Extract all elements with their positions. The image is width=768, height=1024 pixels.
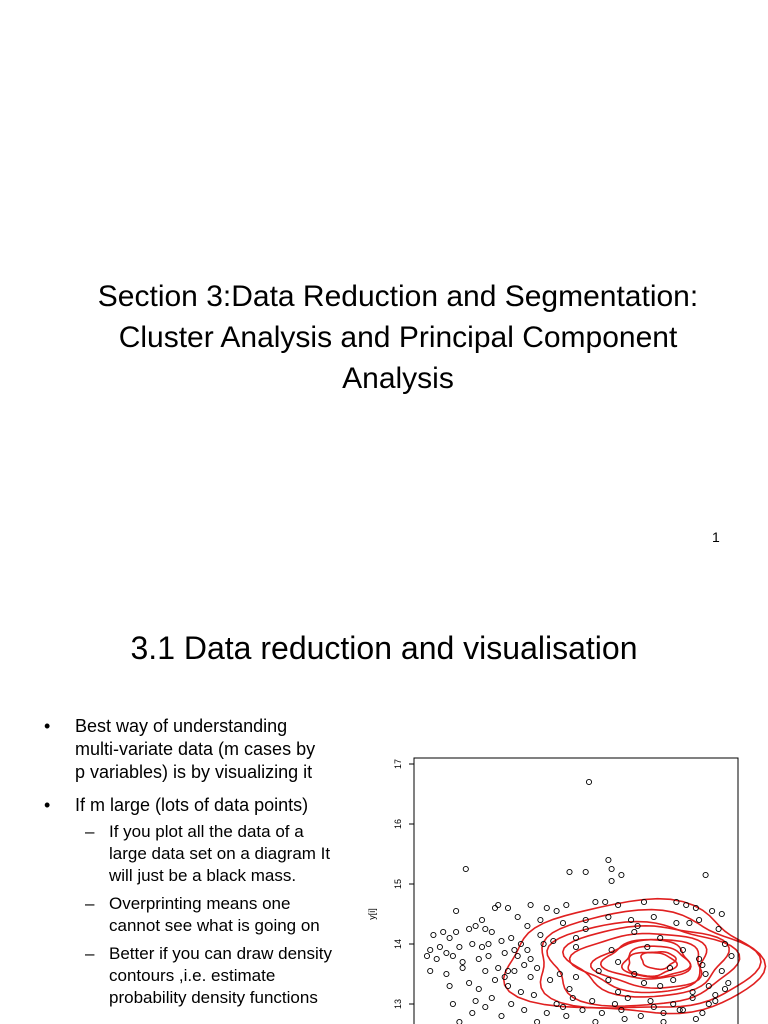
bullet-line: p variables) is by visualizing it xyxy=(75,762,313,782)
sub-bullet-item xyxy=(44,943,374,1009)
data-point xyxy=(463,866,468,871)
data-point xyxy=(651,914,656,919)
data-point xyxy=(573,944,578,949)
data-point xyxy=(454,929,459,934)
data-point xyxy=(586,779,591,784)
data-point xyxy=(467,926,472,931)
data-point xyxy=(492,977,497,982)
data-point xyxy=(616,959,621,964)
sub-bullet-marker: – xyxy=(85,894,95,913)
data-point xyxy=(441,929,446,934)
y-tick-label: 13 xyxy=(393,998,403,1010)
title-line-2: Cluster Analysis and Principal Component xyxy=(118,321,678,354)
data-point xyxy=(518,989,523,994)
data-point xyxy=(544,1010,549,1015)
data-point xyxy=(489,929,494,934)
density-contour-line xyxy=(641,952,676,970)
data-point xyxy=(467,980,472,985)
data-point xyxy=(470,1010,475,1015)
data-point xyxy=(486,941,491,946)
data-point xyxy=(437,944,442,949)
data-point xyxy=(599,1010,604,1015)
data-point xyxy=(483,926,488,931)
data-point xyxy=(674,920,679,925)
density-contour-plot xyxy=(367,746,750,1024)
data-point xyxy=(703,971,708,976)
data-point xyxy=(726,980,731,985)
bullet-item xyxy=(44,794,374,817)
data-point xyxy=(713,992,718,997)
data-point xyxy=(661,1019,666,1024)
data-point xyxy=(619,872,624,877)
y-tick-label: 15 xyxy=(393,878,403,890)
data-point xyxy=(719,911,724,916)
data-point xyxy=(535,965,540,970)
bullet-line: Best way of understanding xyxy=(75,716,288,736)
data-point xyxy=(525,947,530,952)
data-point xyxy=(428,947,433,952)
density-contours xyxy=(504,899,766,1014)
data-point xyxy=(525,923,530,928)
slide-1-title xyxy=(40,276,756,399)
data-point xyxy=(424,953,429,958)
data-point xyxy=(476,986,481,991)
title-line-3: Analysis xyxy=(342,362,454,395)
data-point xyxy=(538,932,543,937)
data-point xyxy=(606,857,611,862)
data-point xyxy=(677,1007,682,1012)
sub-bullet-item xyxy=(44,821,374,887)
data-point xyxy=(515,953,520,958)
data-point xyxy=(648,998,653,1003)
data-point xyxy=(444,971,449,976)
data-point xyxy=(573,974,578,979)
data-point xyxy=(593,899,598,904)
data-point xyxy=(492,905,497,910)
sub-bullet-line: large data set on a diagram It xyxy=(109,844,331,863)
sub-bullet-line: Overprinting means one xyxy=(109,894,291,913)
data-point xyxy=(522,1007,527,1012)
data-point xyxy=(671,977,676,982)
data-point xyxy=(567,986,572,991)
data-point xyxy=(609,866,614,871)
data-point xyxy=(560,920,565,925)
data-point xyxy=(710,908,715,913)
data-point xyxy=(476,956,481,961)
data-point xyxy=(473,923,478,928)
data-point xyxy=(548,977,553,982)
bullet-list xyxy=(44,715,374,1015)
data-point xyxy=(616,989,621,994)
data-point xyxy=(722,986,727,991)
data-point xyxy=(590,998,595,1003)
data-point xyxy=(697,917,702,922)
data-point xyxy=(719,968,724,973)
data-point xyxy=(444,950,449,955)
data-point xyxy=(447,983,452,988)
data-point xyxy=(716,926,721,931)
data-point xyxy=(496,965,501,970)
data-point xyxy=(700,1010,705,1015)
page-number: 1 xyxy=(712,529,720,545)
sub-bullet-line: probability density functions xyxy=(109,988,318,1007)
sub-bullet-marker: – xyxy=(85,822,95,841)
sub-bullet-line: will just be a black mass. xyxy=(109,866,297,885)
data-point xyxy=(593,1019,598,1024)
slide-2 xyxy=(0,576,768,1024)
data-point xyxy=(505,905,510,910)
data-point xyxy=(460,965,465,970)
data-point xyxy=(512,947,517,952)
data-point xyxy=(479,917,484,922)
sub-bullet-line: If you plot all the data of a xyxy=(109,822,304,841)
title-line-1: Section 3:Data Reduction and Segmentation: xyxy=(97,280,699,313)
data-point xyxy=(450,1001,455,1006)
y-axis xyxy=(393,759,414,1009)
bullet-marker: • xyxy=(44,795,51,815)
data-point xyxy=(583,869,588,874)
data-point xyxy=(693,1016,698,1021)
data-point xyxy=(606,977,611,982)
data-point xyxy=(428,968,433,973)
bullet-line: If m large (lots of data points) xyxy=(75,795,309,815)
data-point xyxy=(554,908,559,913)
data-point xyxy=(567,869,572,874)
y-tick-label: 17 xyxy=(393,758,403,770)
data-point xyxy=(479,944,484,949)
data-point xyxy=(528,956,533,961)
data-point xyxy=(434,956,439,961)
data-point xyxy=(564,1013,569,1018)
sub-bullet-item xyxy=(44,893,374,937)
data-point xyxy=(483,968,488,973)
data-point xyxy=(483,1004,488,1009)
data-point xyxy=(457,1019,462,1024)
data-point xyxy=(641,980,646,985)
data-point xyxy=(603,899,608,904)
data-point xyxy=(528,902,533,907)
data-point xyxy=(703,872,708,877)
data-point xyxy=(535,1019,540,1024)
data-point xyxy=(509,1001,514,1006)
data-point xyxy=(454,908,459,913)
density-contour-line xyxy=(540,910,761,1008)
bullet-marker: • xyxy=(44,716,51,736)
data-point xyxy=(528,974,533,979)
data-point xyxy=(729,953,734,958)
data-point xyxy=(499,938,504,943)
data-point xyxy=(473,998,478,1003)
sub-bullet-line: contours ,i.e. estimate xyxy=(109,966,276,985)
bullet-line: multi-variate data (m cases by xyxy=(75,739,316,759)
data-point xyxy=(450,953,455,958)
data-point xyxy=(544,905,549,910)
data-point xyxy=(502,950,507,955)
data-point xyxy=(496,902,501,907)
data-point xyxy=(564,902,569,907)
data-point xyxy=(447,935,452,940)
data-point xyxy=(509,935,514,940)
data-point xyxy=(489,995,494,1000)
data-point xyxy=(713,998,718,1003)
data-point xyxy=(538,917,543,922)
sub-bullet-line: cannot see what is going on xyxy=(109,916,320,935)
data-point xyxy=(431,932,436,937)
y-tick-label: 16 xyxy=(393,818,403,830)
data-point xyxy=(706,1001,711,1006)
slide-2-title: 3.1 Data reduction and visualisation xyxy=(130,630,638,666)
data-point xyxy=(486,953,491,958)
scatter-chart xyxy=(367,746,750,1024)
data-point xyxy=(512,968,517,973)
data-point xyxy=(499,1013,504,1018)
data-point xyxy=(609,878,614,883)
data-point xyxy=(470,941,475,946)
sub-bullet-line: Better if you can draw density xyxy=(109,944,333,963)
data-point xyxy=(460,959,465,964)
data-point xyxy=(531,992,536,997)
data-point xyxy=(622,1016,627,1021)
data-point xyxy=(515,914,520,919)
y-tick-label: 14 xyxy=(393,938,403,950)
bullet-item xyxy=(44,715,374,784)
data-point xyxy=(457,944,462,949)
sub-bullet-marker: – xyxy=(85,944,95,963)
y-axis-label: y[i] xyxy=(367,908,377,920)
data-point xyxy=(522,962,527,967)
data-point xyxy=(638,1013,643,1018)
data-point xyxy=(687,920,692,925)
